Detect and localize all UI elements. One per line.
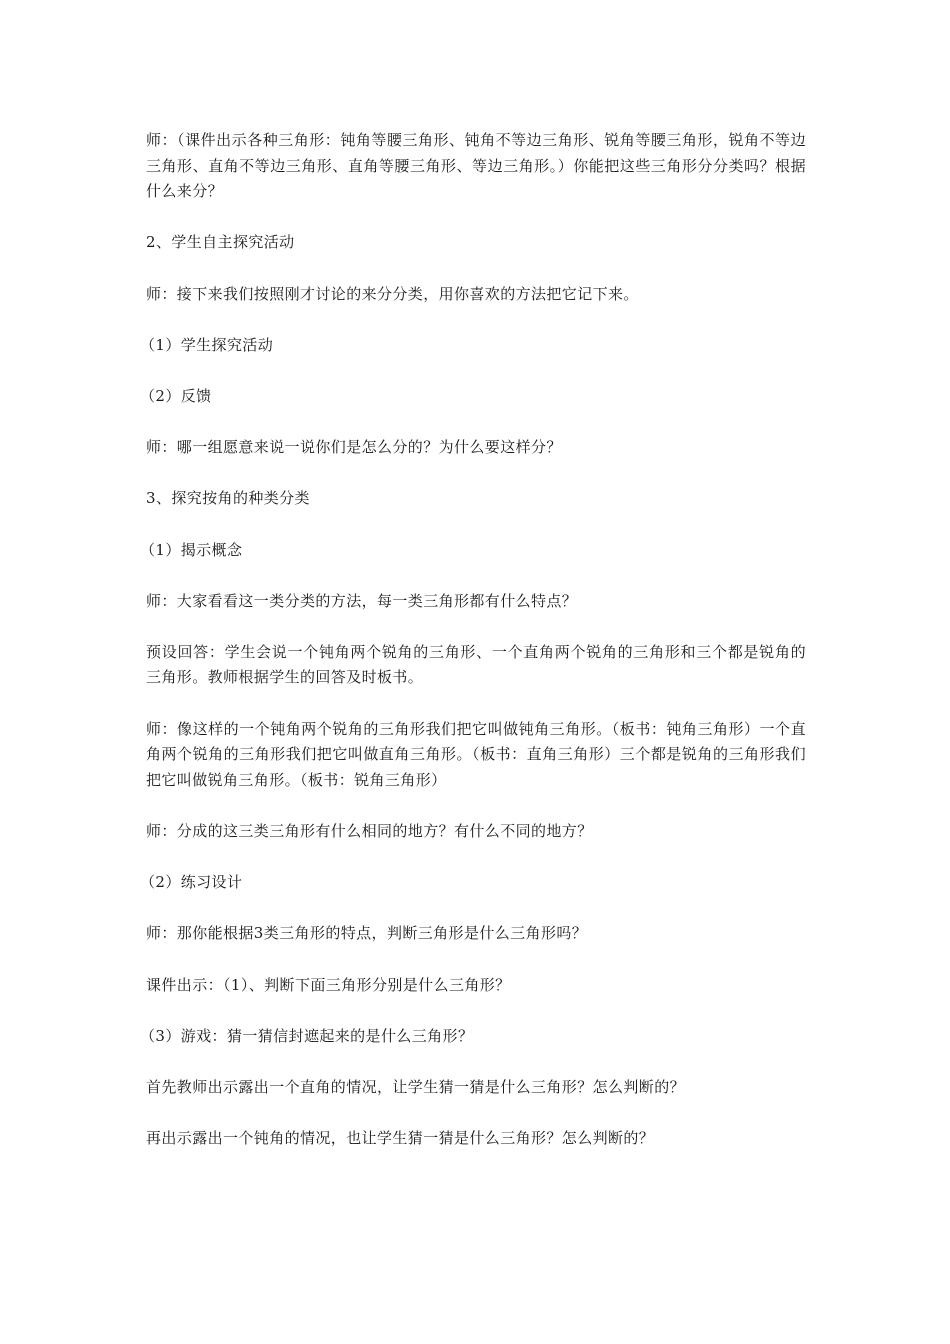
subheading-game: （3）游戏：猜一猜信封遮起来的是什么三角形？ [140,1026,474,1045]
subheading-practice-design: （2）练习设计 [140,873,243,892]
heading-angle-classification: 3、探究按角的种类分类 [146,489,310,508]
paragraph-group-question: 师：哪一组愿意来说一说你们是怎么分的？为什么要这样分？ [146,438,562,457]
paragraph-expected-answer: 预设回答：学生会说一个钝角两个锐角的三角形、一个直角两个锐角的三角形和三个都是锐角的三角形。教师根据学生的回答及时板书。 [146,642,806,687]
paragraph-features-question: 师：大家看看这一类分类的方法，每一类三角形都有什么特点？ [146,591,578,610]
paragraph-obtuse-angle-guess: 再出示露出一个钝角的情况，也让学生猜一猜是什么三角形？怎么判断的？ [146,1129,655,1148]
document-body [140,128,806,1177]
subheading-reveal-concept: （1）揭示概念 [140,540,243,559]
paragraph-courseware-display: 课件出示：（1）、判断下面三角形分别是什么三角形？ [146,975,511,994]
paragraph-right-angle-guess: 首先教师出示露出一个直角的情况，让学生猜一猜是什么三角形？怎么判断的？ [146,1077,686,1096]
paragraph-classify-prompt: 师：（课件出示各种三角形：钝角等腰三角形、钝角不等边三角形、锐角等腰三角形，锐角不等边三角形、直角不等边三角形、直角等腰三角形、等边三角形。）你能把这些三角形分分类吗？根据什么来分？ [146,131,806,201]
subheading-feedback: （2）反馈 [140,386,212,405]
paragraph-compare-question: 师：分成的这三类三角形有什么相同的地方？有什么不同的地方？ [146,822,593,841]
paragraph-judge-question: 师：那你能根据3类三角形的特点，判断三角形是什么三角形吗？ [146,924,588,943]
paragraph-naming-triangles: 师：像这样的一个钝角两个锐角的三角形我们把它叫做钝角三角形。（板书：钝角三角形）一个直角两个锐角的三角形我们把它叫做直角三角形。（板书：直角三角形）三个都是锐角的三角形我们把它叫做锐角三角形。（板书：锐角三角形） [146,719,806,789]
paragraph-teacher-instruction: 师：接下来我们按照刚才讨论的来分分类，用你喜欢的方法把它记下来。 [146,284,639,303]
heading-student-exploration: 2、学生自主探究活动 [146,233,295,252]
subheading-exploration-activity: （1）学生探究活动 [140,335,274,354]
